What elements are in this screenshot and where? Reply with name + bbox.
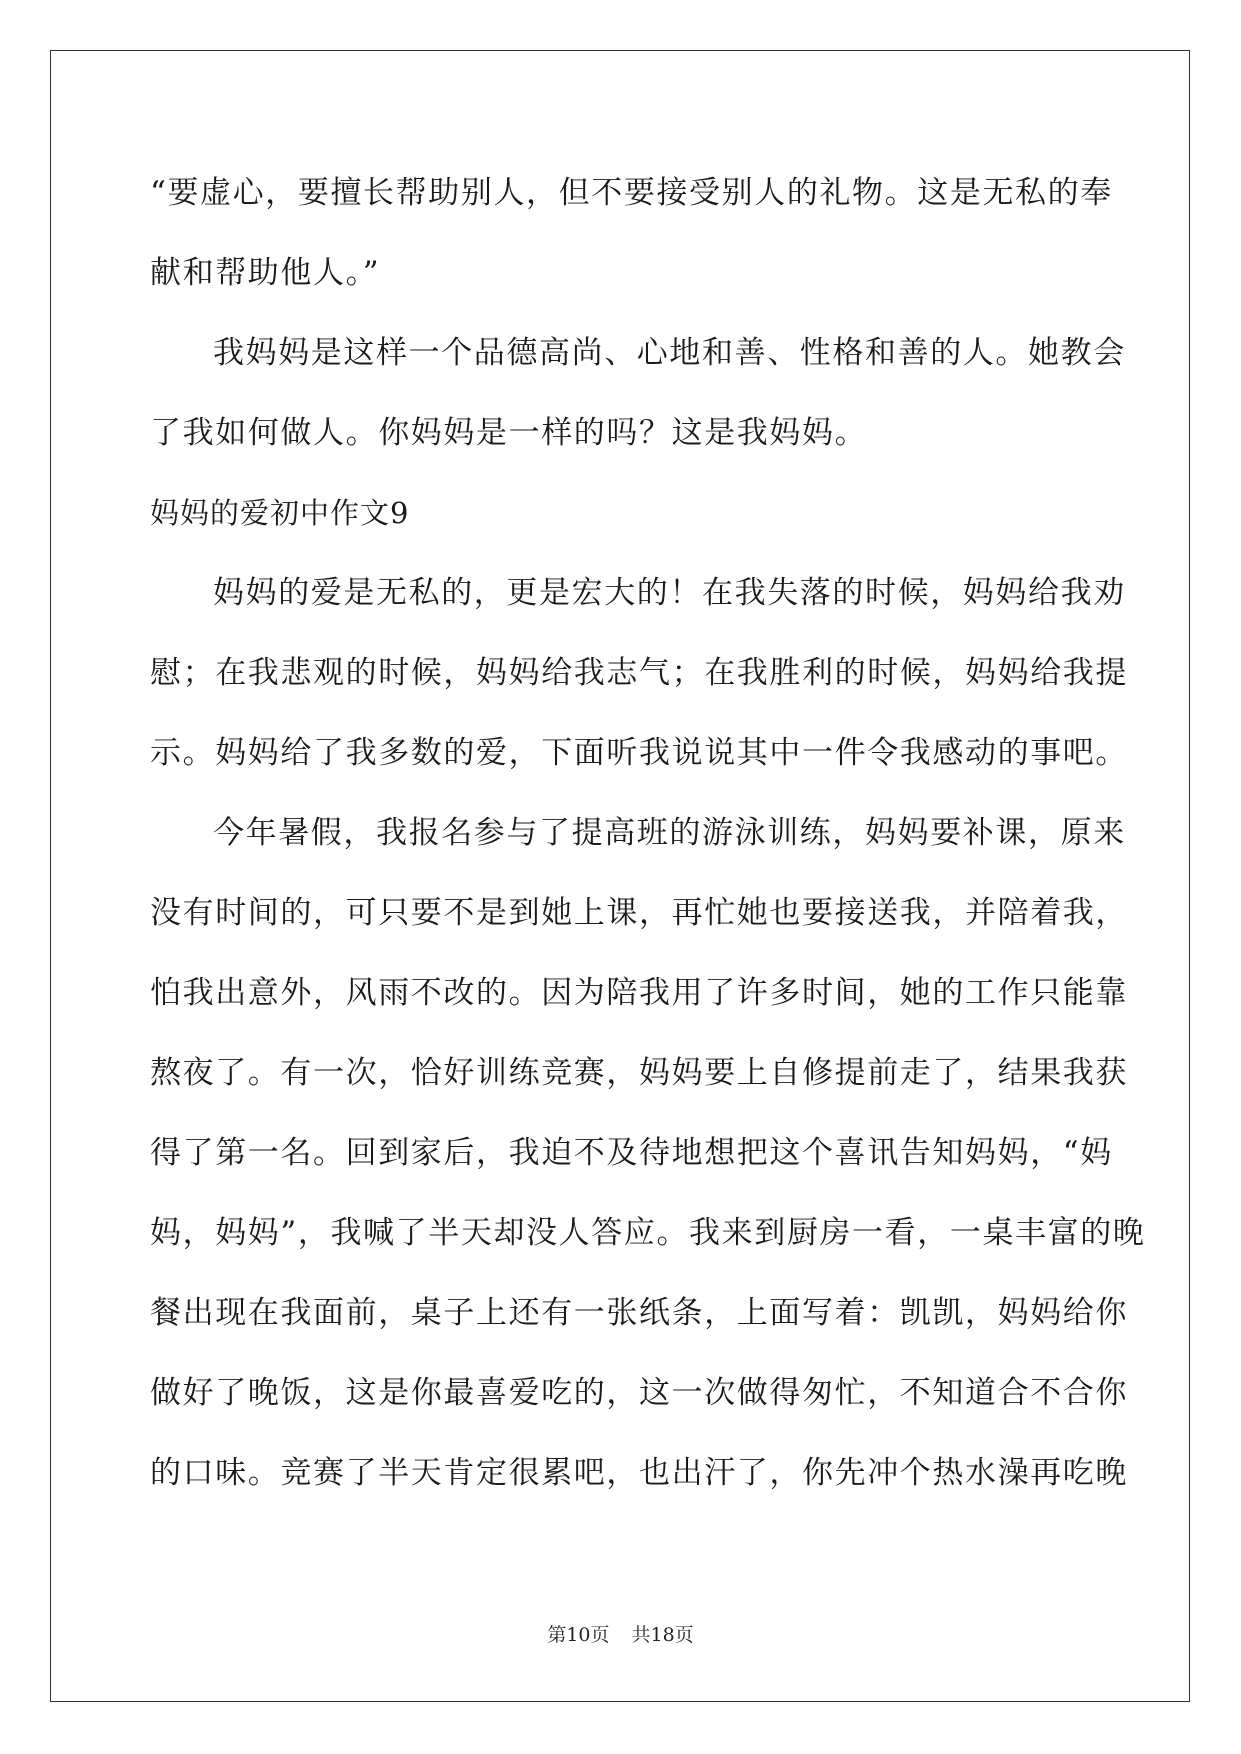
text-line: 慰；在我悲观的时候，妈妈给我志气；在我胜利的时候，妈妈给我提 bbox=[150, 655, 1128, 691]
text-line: 献和帮助他人。” bbox=[150, 255, 381, 291]
section-heading: 妈妈的爱初中作文9 bbox=[150, 496, 410, 530]
page-total: 共18页 bbox=[631, 1624, 694, 1646]
text-line: 做好了晚饭，这是你最喜爱吃的，这一次做得匆忙，不知道合不合你 bbox=[150, 1375, 1128, 1411]
text-line: 餐出现在我面前，桌子上还有一张纸条，上面写着：凯凯，妈妈给你 bbox=[150, 1295, 1128, 1331]
text-line: 妈妈的爱是无私的，更是宏大的！在我失落的时候，妈妈给我劝 bbox=[213, 575, 1126, 611]
page-footer bbox=[0, 1620, 1241, 1647]
page-number: 第10页 bbox=[547, 1624, 610, 1646]
text-line: 妈，妈妈”，我喊了半天却没人答应。我来到厨房一看，一桌丰富的晚 bbox=[150, 1215, 1146, 1251]
text-line: 今年暑假，我报名参与了提高班的游泳训练，妈妈要补课，原来 bbox=[213, 815, 1126, 851]
text-line: 得了第一名。回到家后，我迫不及待地想把这个喜讯告知妈妈，“妈 bbox=[150, 1135, 1113, 1171]
text-line: 熬夜了。有一次，恰好训练竞赛，妈妈要上自修提前走了，结果我获 bbox=[150, 1055, 1128, 1091]
document-body bbox=[150, 153, 1146, 1513]
text-line: 怕我出意外，风雨不改的。因为陪我用了许多时间，她的工作只能靠 bbox=[150, 975, 1128, 1011]
text-line: 的口味。竞赛了半天肯定很累吧，也出汗了，你先冲个热水澡再吃晚 bbox=[150, 1455, 1128, 1491]
text-line: 我妈妈是这样一个品德高尚、心地和善、性格和善的人。她教会 bbox=[213, 335, 1126, 371]
text-line: 示。妈妈给了我多数的爱，下面听我说说其中一件令我感动的事吧。 bbox=[150, 735, 1128, 771]
text-line: “要虚心，要擅长帮助别人，但不要接受别人的礼物。这是无私的奉 bbox=[150, 175, 1113, 211]
text-line: 没有时间的，可只要不是到她上课，再忙她也要接送我，并陪着我， bbox=[150, 895, 1128, 931]
text-line: 了我如何做人。你妈妈是一样的吗？这是我妈妈。 bbox=[150, 415, 868, 451]
